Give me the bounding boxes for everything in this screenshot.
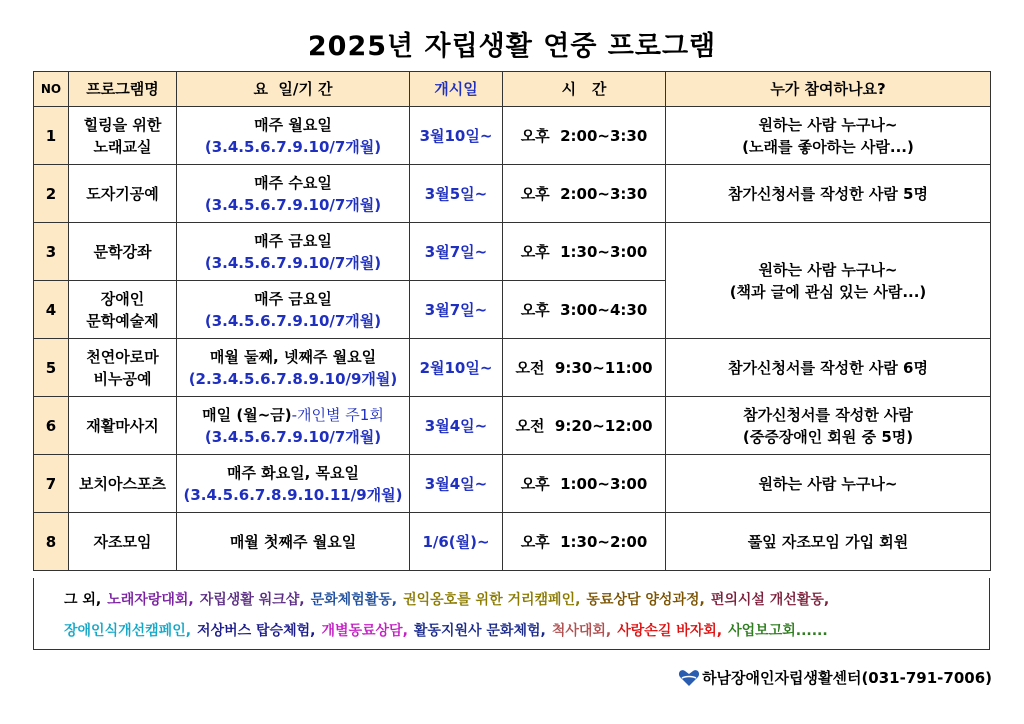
activity-item: 척사대회, [551,623,612,639]
program-table [33,71,991,571]
start-date: 3월7일~ [410,281,503,339]
program-name: 자조모임 [69,513,177,571]
row-no: 7 [34,455,69,513]
who-cell: 참가신청서를 작성한 사람 (중증장애인 회원 중 5명) [666,397,991,455]
table-row [34,107,991,165]
row-no: 3 [34,223,69,281]
program-name: 재활마사지 [69,397,177,455]
who-cell: 원하는 사람 누구나~ (책과 글에 관심 있는 사람...) [666,223,991,339]
table-header-row [34,72,991,107]
start-date: 1/6(월)~ [410,513,503,571]
start-date: 3월5일~ [410,165,503,223]
activity-item: 장애인식개선캠페인, [64,623,192,639]
activity-item: 활동지원사 문화체험, [413,623,546,639]
page-title: 2025년 자립생활 연중 프로그램 [307,31,717,62]
start-date: 3월10일~ [410,107,503,165]
schedule-cell: 매주 화요일, 목요일 (3.4.5.6.7.8.9.10.11/9개월) [177,455,410,513]
schedule-cell: 매월 둘째, 넷째주 월요일 (2.3.4.5.6.7.8.9.10/9개월) [177,339,410,397]
table-row [34,339,991,397]
table-row [34,513,991,571]
activity-item: 사랑손길 바자회, [617,623,723,639]
organization-name: 하남장애인자립생활센터(031-791-7006) [702,669,992,687]
program-name: 보치아스포츠 [69,455,177,513]
schedule-cell: 매주 금요일 (3.4.5.6.7.9.10/7개월) [177,223,410,281]
program-name: 힐링을 위한 노래교실 [69,107,177,165]
schedule-cell: 매주 월요일 (3.4.5.6.7.9.10/7개월) [177,107,410,165]
time-cell: 오후 3:00~4:30 [503,281,666,339]
other-activities-box [33,578,990,650]
who-cell: 원하는 사람 누구나~ [666,455,991,513]
activity-item: 권익옹호를 위한 거리캠페인, [403,592,581,608]
schedule-cell: 매일 (월~금)-개인별 주1회 (3.4.5.6.7.9.10/7개월) [177,397,410,455]
activity-item: 저상버스 탑승체험, [197,623,316,639]
other-activities-line-2 [64,620,834,640]
header-start: 개시일 [410,72,503,107]
time-cell: 오후 2:00~3:30 [503,107,666,165]
organization-footer [678,667,992,688]
program-name: 문학강좌 [69,223,177,281]
program-name: 천연아로마 비누공예 [69,339,177,397]
header-time: 시 간 [503,72,666,107]
activity-item: 그 외, [64,592,102,608]
heart-logo-icon [678,669,700,687]
header-schedule: 요 일/기 간 [177,72,410,107]
row-no: 4 [34,281,69,339]
activity-item: 자립생활 워크샵, [199,592,305,608]
time-cell: 오후 1:30~3:00 [503,223,666,281]
schedule-cell: 매주 금요일 (3.4.5.6.7.9.10/7개월) [177,281,410,339]
activity-item: 개별동료상담, [321,623,408,639]
table-row [34,455,991,513]
who-cell: 원하는 사람 누구나~ (노래를 좋아하는 사람...) [666,107,991,165]
activity-item: 문화체험활동, [310,592,398,608]
row-no: 8 [34,513,69,571]
schedule-cell: 매월 첫째주 월요일 [177,513,410,571]
row-no: 1 [34,107,69,165]
activity-item: 사업보고회...... [728,623,828,639]
header-no: NO [34,72,69,107]
table-row [34,223,991,281]
table-row [34,397,991,455]
who-cell: 참가신청서를 작성한 사람 6명 [666,339,991,397]
who-cell: 풀잎 자조모임 가입 회원 [666,513,991,571]
activity-item: 노래자랑대회, [107,592,194,608]
program-name: 장애인 문학예술제 [69,281,177,339]
row-no: 5 [34,339,69,397]
row-no: 6 [34,397,69,455]
table-row [34,165,991,223]
schedule-cell: 매주 수요일 (3.4.5.6.7.9.10/7개월) [177,165,410,223]
time-cell: 오후 2:00~3:30 [503,165,666,223]
start-date: 3월4일~ [410,455,503,513]
header-program: 프로그램명 [69,72,177,107]
program-name: 도자기공예 [69,165,177,223]
time-cell: 오후 1:00~3:00 [503,455,666,513]
start-date: 3월7일~ [410,223,503,281]
time-cell: 오후 1:30~2:00 [503,513,666,571]
activity-item: 편의시설 개선활동, [710,592,830,608]
other-activities-line-1 [64,589,835,609]
start-date: 2월10일~ [410,339,503,397]
row-no: 2 [34,165,69,223]
start-date: 3월4일~ [410,397,503,455]
activity-item: 동료상담 양성과정, [586,592,705,608]
header-who: 누가 참여하나요? [666,72,991,107]
time-cell: 오전 9:30~11:00 [503,339,666,397]
who-cell: 참가신청서를 작성한 사람 5명 [666,165,991,223]
time-cell: 오전 9:20~12:00 [503,397,666,455]
